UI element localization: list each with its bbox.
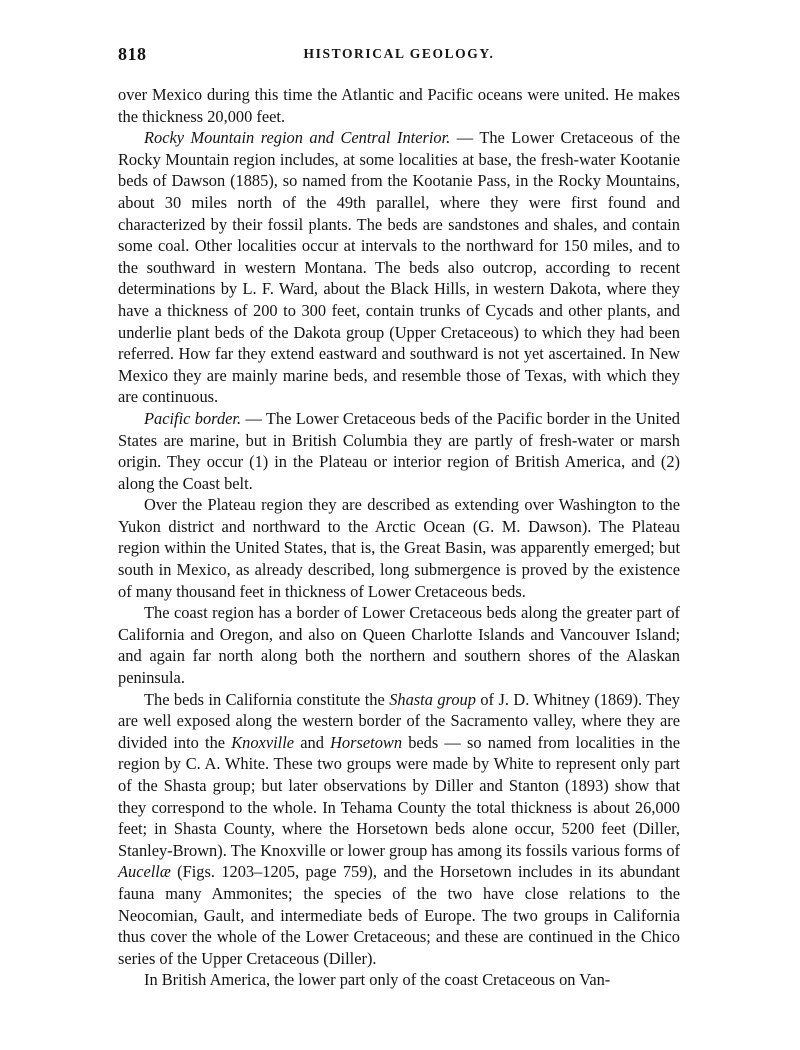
- paragraph-text: The beds in California constitute the: [144, 689, 390, 709]
- paragraph-text: In British America, the lower part only of the coast Cretaceous on Van-: [144, 970, 611, 990]
- section-heading-rocky-mountain: Rocky Mountain region and Central Interior.: [144, 128, 451, 148]
- paragraph-california-beds: [118, 689, 680, 970]
- paragraph-coast-region: [118, 602, 680, 688]
- paragraph-text: — The Lower Cretaceous beds of the Pacific border in the United States are marine, but in British Columbia they are partly of fresh-water or marsh origin. They occur (1) in the Plateau or interior region of British America, and (2) along the Coast belt.: [118, 408, 680, 493]
- paragraph-plateau-region: [118, 494, 680, 602]
- running-head: HISTORICAL GEOLOGY.: [303, 46, 495, 61]
- paragraph-text: beds — so named from localities in the region by C. A. White. These two groups were made by White to represent only part of the Shasta group; but later observations by Diller and Stanton (1893) show that they correspond to the whole. In Tehama County the total thickness is about 26,000 feet; in Shasta County, where the Horsetown beds alone occur, 5200 feet (Diller, Stanley-Brown). The Knoxville or lower group has among its fossils various forms of: [118, 732, 680, 860]
- paragraph-pacific-border: [118, 408, 680, 494]
- paragraph-text: (Figs. 1203–1205, page 759), and the Horsetown includes in its abundant fauna many Ammonites; the species of the two have close relations to the Neocomian, Gault, and intermediate beds of Europe. The two groups in California thus cover the whole of the Lower Cretaceous; and these are continued in the Chico series of the Upper Cretaceous (Diller).: [118, 862, 680, 968]
- italic-term-shasta-group: Shasta group: [389, 689, 476, 709]
- paragraph-text: over Mexico during this time the Atlantic and Pacific oceans were united. He makes the thickness 20,000 feet.: [118, 85, 680, 126]
- page-body: [118, 84, 680, 991]
- page-number: 818: [118, 44, 147, 64]
- italic-term-horsetown: Horsetown: [330, 732, 403, 752]
- italic-term-aucellae: Aucellæ: [118, 862, 171, 882]
- italic-term-knoxville: Knoxville: [231, 732, 295, 752]
- paragraph-text: — The Lower Cretaceous of the Rocky Mountain region includes, at some localities at base, the fresh-water Kootanie beds of Dawson (1885), so named from the Kootanie Pass, in the Rocky Mountains, about 30 miles north of the 49th parallel, where they were first found and characterized by their fossil plants. The beds are sandstones and shales, and contain some coal. Other localities occur at intervals to the northward for 150 miles, and to the southward in western Montana. The beds also outcrop, according to recent determinations by L. F. Ward, about the Black Hills, in western Dakota, where they have a thickness of 200 to 300 feet, contain trunks of Cycads and other plants, and underlie plant beds of the Dakota group (Upper Cretaceous) to which they had been referred. How far they extend eastward and southward is not yet ascertained. In New Mexico they are mainly marine beds, and resemble those of Texas, with which they are continuous.: [118, 128, 680, 407]
- paragraph-rocky-mountain: [118, 127, 680, 408]
- paragraph-continuation: [118, 84, 680, 127]
- paragraph-text: of J. D. Whitney (1869). They are well exposed along the western border of the Sacramento valley, where they are divided into the: [118, 689, 680, 752]
- paragraph-text: and: [294, 732, 331, 752]
- paragraph-text: Over the Plateau region they are described as extending over Washington to the Yukon district and northward to the Arctic Ocean (G. M. Dawson). The Plateau region within the United States, that is, the Great Basin, was apparently emerged; but south in Mexico, as already described, long submergence is proved by the existence of many thousand feet in thickness of Lower Cretaceous beds.: [118, 495, 680, 601]
- paragraph-british-america: [118, 969, 680, 991]
- section-heading-pacific-border: Pacific border.: [144, 408, 242, 428]
- paragraph-text: The coast region has a border of Lower Cretaceous beds along the greater part of California and Oregon, and also on Queen Charlotte Islands and Vancouver Island; and again far north along both the northern and southern shores of the Alaskan peninsula.: [118, 603, 680, 688]
- page-header: [118, 44, 680, 66]
